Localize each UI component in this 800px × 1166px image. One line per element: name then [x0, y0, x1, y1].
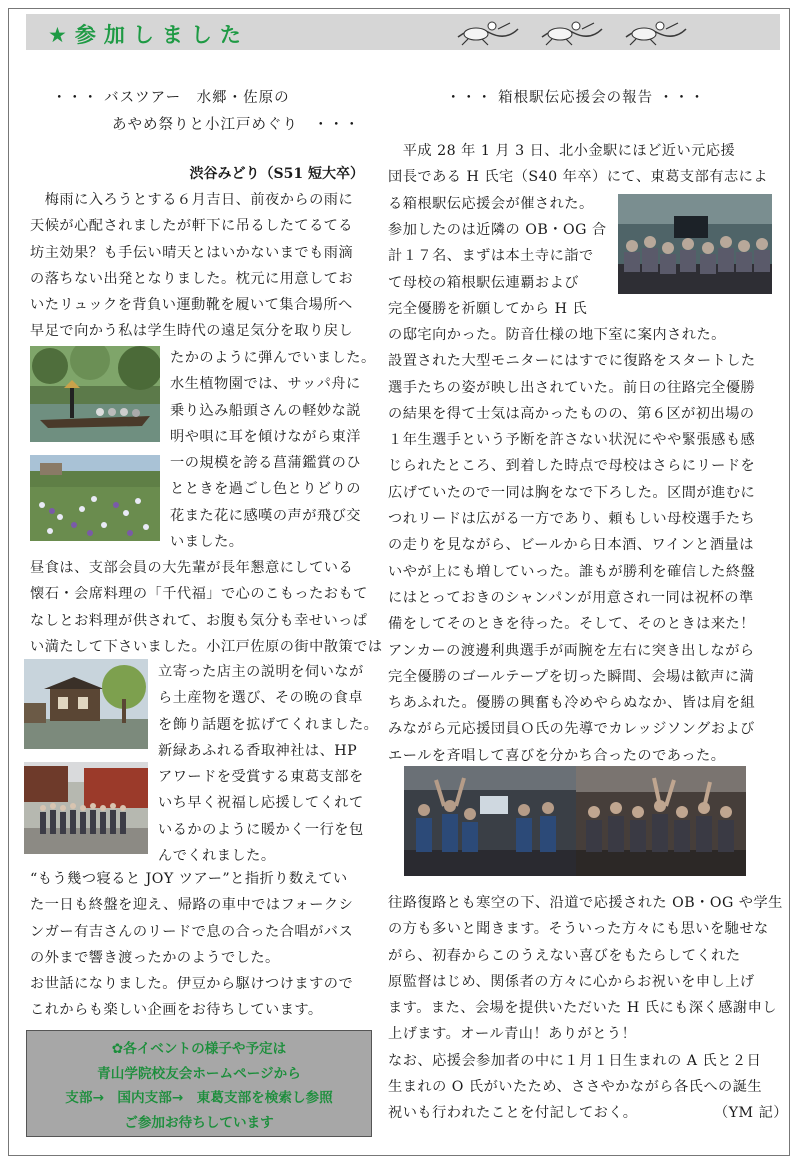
text-line: 団長である H 氏宅（S40 年卒）にて、東葛支部有志によ [388, 169, 769, 186]
celebration-photo-right [576, 766, 746, 876]
article-title-line1: ・・・ バスツアー 水郷・佐原の [52, 90, 290, 106]
info-line: 青山学院校友会ホームページから [97, 1065, 301, 1082]
page-title: ★参加しました [48, 23, 249, 47]
text-line: の方も多いと聞きます。そういった方々にも思いを馳せな [388, 921, 769, 938]
text-line: の結果を得て士気は高かったものの、第６区が初出場の [388, 405, 755, 422]
info-line: 支部→ 国内支部→ 東葛支部を検索し参照 [65, 1090, 333, 1106]
article-title: ・・・ 箱根駅伝応援会の報告 ・・・ [446, 90, 706, 106]
text-line: 広げていたので一同は胸をなで下ろした。区間が進むに [388, 484, 756, 501]
text-line: んでくれました。 [158, 848, 276, 865]
text-line: １年生選手という予断を許さない状況にやや緊張感も感 [388, 432, 756, 449]
text-line: にはとっておきのシャンパンが用意され一同は祝杯の準 [388, 589, 754, 606]
text-line: “もう幾つ寝ると JOY ツアー”と指折り数えてい [30, 871, 348, 887]
header-bar [26, 14, 780, 50]
info-line: ご参加お待ちしています [124, 1114, 274, 1131]
text-line: 早足で向かう私は学生時代の遠足気分を取り戻し [30, 323, 354, 340]
text-line: なお、応援会参加者の中に１月１日生まれの A 氏と２日 [388, 1052, 762, 1069]
text-line: 平成 28 年 1 月 3 日、北小金駅にほど近い元応援 [388, 143, 736, 159]
text-line: 原監督はじめ、関係者の方々に心からお祝いを申し上げ [388, 973, 755, 990]
text-line: みながら元応援団員Ｏ氏の先導でカレッジソングおよび [388, 721, 755, 738]
running-figure-icon [454, 17, 522, 47]
shrine-group-photo [24, 762, 148, 854]
iris-garden-photo [30, 455, 160, 541]
bus-tour-para-5 [30, 866, 353, 1024]
text-line: て母校の箱根駅伝連覇および [388, 274, 579, 291]
text-line: を飾り話題を拡げてくれました。 [158, 716, 379, 733]
bus-tour-para-2 [170, 345, 376, 555]
text-line: 水生植物園では、サッパ舟に [170, 376, 361, 393]
text-line: 花また花に感嘆の声が飛び交 [170, 507, 361, 524]
gathering-photo [618, 194, 772, 294]
text-line: 計１７名、まずは本土寺に詣で [388, 248, 594, 265]
text-line: つれリードは広がる一方であり、頼もしい母校選手たち [388, 511, 756, 528]
text-line: い満たして下さいました。小江戸佐原の街中散策では [30, 638, 383, 655]
text-line: アンカーの渡邊利典選手が両腕を左右に突き出しながら [388, 642, 755, 659]
text-line: の走りを見ながら、ビールから日本酒、ワインと酒量は [388, 537, 754, 554]
info-line: ✿各イベントの様子や予定は [111, 1041, 287, 1057]
text-line: なしとお料理が供されて、お腹も気分も幸せいっぱ [30, 612, 368, 629]
boat-ride-photo [30, 346, 160, 442]
text-line: 備をしてそのときを待った。そして、そのときは来た！ [388, 616, 755, 633]
text-line: いたリュックを背負い運動靴を履いて集合場所へ [30, 297, 353, 314]
text-line: 新緑あふれる香取神社は、HP [158, 742, 358, 759]
text-line: 生まれの O 氏がいたため、ささやかながら各氏への誕生 [388, 1079, 763, 1096]
text-line: 懐石・会席料理の「千代福」で心のこもったおもて [30, 586, 368, 603]
text-line: 昼食は、支部会員の大先輩が長年懇意にしている [30, 560, 354, 576]
text-line: た一日も終盤を迎え、帰路の車中ではフォークシ [30, 897, 354, 914]
text-line: の邸宅向かった。防音仕様の地下室に案内された。 [388, 327, 726, 343]
text-line: 坊主効果？も手伝い晴天とはいかないまでも雨滴 [30, 244, 354, 261]
text-line: 明や唄に耳を傾けながら東洋 [170, 428, 361, 445]
bus-tour-para-4 [158, 659, 378, 869]
celebration-photo-left [404, 766, 576, 876]
text-line: アワードを受賞する東葛支部を [158, 769, 364, 786]
text-line: たかのように弾んでいました。 [170, 350, 376, 366]
text-line: お世話になりました。伊豆から駆けつけますので [30, 976, 354, 993]
ekiden-para-2 [388, 217, 607, 322]
text-line: 選手たちの姿が映し出されていた。前日の往路完全優勝 [388, 379, 756, 396]
bus-tour-para-1 [30, 187, 353, 345]
text-line: これからも楽しい企画をお待ちしています。 [30, 1002, 323, 1019]
text-line: 完全優勝のゴールテープを切った瞬間、会場は歓声に満 [388, 668, 755, 685]
running-figure-icon [622, 17, 690, 47]
text-line: ます。また、会場を提供いただいた H 氏にも深く感謝申し [388, 1000, 777, 1017]
text-line: 立寄った店主の説明を伺いなが [158, 664, 364, 680]
text-line: がら、初春からこのうえない喜びをもたらしてくれた [388, 947, 741, 964]
article-author: 渋谷みどり（S51 短大卒） [189, 166, 364, 182]
text-line: 梅雨に入ろうとする６月吉日、前夜からの雨に [30, 192, 354, 208]
text-line: 完全優勝を祈願してから H 氏 [388, 300, 588, 317]
text-line: ら土産物を選び、その晩の食卓 [158, 690, 364, 707]
text-line: いるかのように暖かく一行を包 [158, 821, 364, 838]
article-title-line2: あやめ祭りと小江戸めぐり ・・・ [112, 117, 360, 133]
event-info-box [26, 1030, 372, 1137]
text-line: いち早く祝福し応援してくれて [158, 795, 364, 812]
running-figure-icon [538, 17, 606, 47]
text-line: 上げます。オール青山！ありがとう！ [388, 1026, 637, 1043]
text-line: 乗り込み船頭さんの軽妙な説 [170, 402, 361, 419]
bus-tour-para-3 [30, 555, 383, 660]
text-line: じられたところ、到着した時点で母校はさらにリードを [388, 458, 756, 475]
text-line: いやが上にも増していった。誰もが勝利を確信した終盤 [388, 563, 756, 580]
text-line: 参加したのは近隣の OB・OG 合 [388, 222, 607, 238]
old-town-photo [24, 659, 148, 749]
text-line: ちあふれた。優勝の興奮も冷めやらぬなか、皆は肩を組 [388, 695, 756, 712]
text-line: る箱根駅伝応援会が催された。 [388, 195, 594, 212]
text-line: エールを斉唱して喜びを分かち合ったのであった。 [388, 747, 726, 764]
text-line: 天候が心配されましたが軒下に吊るしたてるてる [30, 218, 353, 235]
text-line: 祝いも行われたことを付記しておく。 [388, 1105, 638, 1122]
text-line: の外まで響き渡ったかのようでした。 [30, 949, 280, 966]
ekiden-para-3 [388, 322, 756, 769]
text-line: ンガー有吉さんのリードで息の合った合唱がバス [30, 923, 354, 940]
ekiden-para-4 [388, 890, 783, 1127]
text-line: 一の規模を誇る菖蒲鑑賞のひ [170, 455, 361, 472]
text-line: いました。 [170, 534, 244, 551]
text-line: とときを過ごし色とりどりの [170, 481, 361, 498]
text-line: 設置された大型モニターにはすでに復路をスタートした [388, 353, 756, 370]
text-line: の落ちない出発となりました。枕元に用意してお [30, 270, 354, 287]
ekiden-signature: （YM 記） [714, 1105, 788, 1121]
text-line: 往路復路とも寒空の下、沿道で応援された OB・OG や学生 [388, 895, 783, 911]
